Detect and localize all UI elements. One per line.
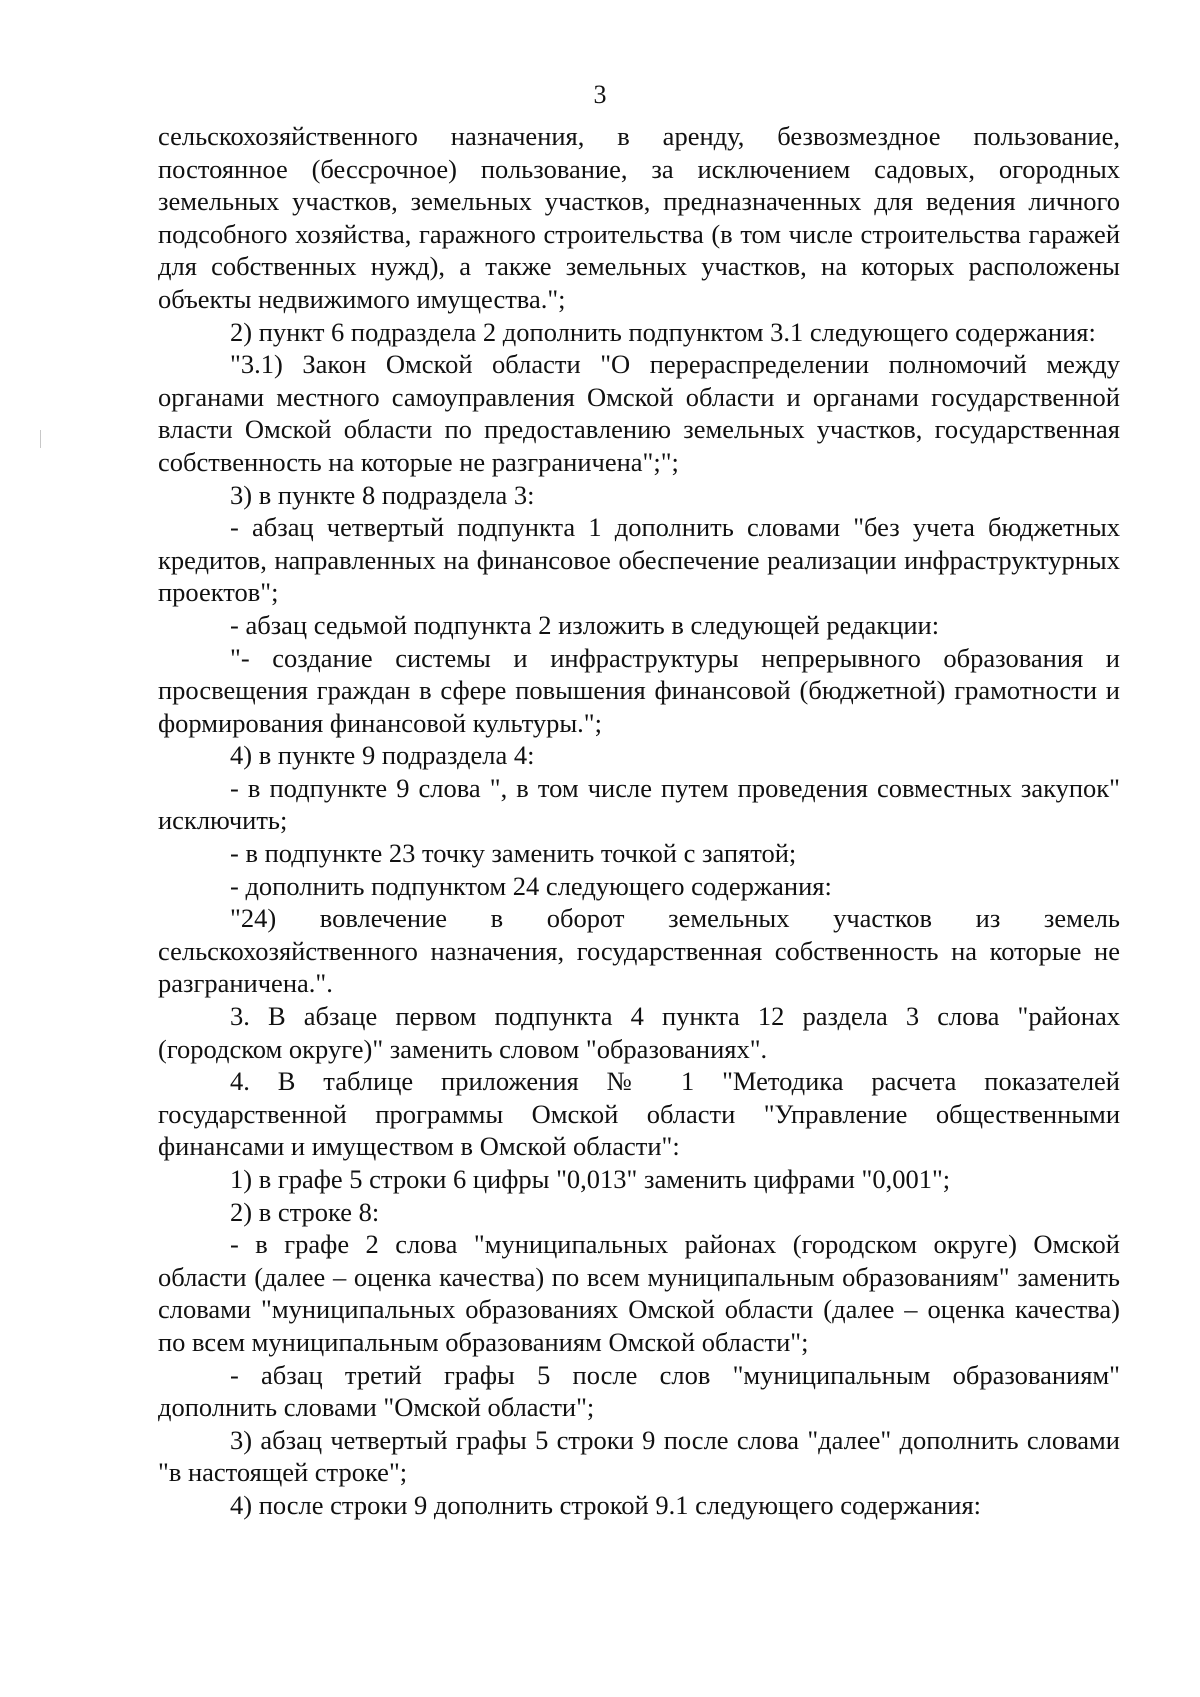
paragraph-dash-6: - в графе 2 слова "муниципальных районах (городском округе) Омской области (далее – оценка качества) по всем муниципальным образованиям" заменить словами "муниципальных образованиях Омской области (далее – оценка качества) по всем муниципальным образованиям Омской области"; — [158, 1229, 1120, 1357]
paragraph-sub-1: 1) в графе 5 строки 6 цифры "0,013" заменить цифрами "0,001"; — [230, 1164, 951, 1194]
document-body — [158, 120, 1120, 1522]
paragraph-section-4: 4. В таблице приложения № 1 "Методика расчета показателей государственной программы Омской области "Управление общественными финансами и имуществом в Омской области": — [158, 1066, 1120, 1162]
paragraph-quote-3-1: "3.1) Закон Омской области "О перераспределении полномочий между органами местного самоуправления Омской области и органами государственной власти Омской области по предоставлению земельных участков, государственная собственность на которые не разграничена";"; — [158, 349, 1120, 477]
scan-artifact — [40, 430, 41, 448]
paragraph-item-3: 3) в пункте 8 подраздела 3: — [230, 479, 535, 510]
paragraph-quote-24: "24) вовлечение в оборот земельных участков из земель сельскохозяйственного назначения, государственная собственность на которые не разграничена.". — [158, 903, 1120, 999]
paragraph-dash-7: - абзац третий графы 5 после слов "муниципальным образованиям" дополнить словами "Омской области"; — [158, 1359, 1120, 1423]
paragraph-dash-4: - в подпункте 23 точку заменить точкой с запятой; — [230, 838, 797, 869]
paragraph-dash-5: - дополнить подпунктом 24 следующего содержания: — [230, 870, 832, 901]
paragraph-dash-1: - абзац четвертый подпункта 1 дополнить словами "без учета бюджетных кредитов, направленных на финансовое обеспечение реализации инфраструктурных проектов"; — [158, 512, 1120, 608]
page-number: 3 — [593, 80, 607, 109]
paragraph-item-4: 4) в пункте 9 подраздела 4: — [230, 740, 535, 771]
paragraph-dash-3: - в подпункте 9 слова ", в том числе путем проведения совместных закупок" исключить; — [158, 772, 1120, 836]
paragraph-sub-4: 4) после строки 9 дополнить строкой 9.1 следующего содержания: — [230, 1489, 981, 1520]
paragraph-dash-2: - абзац седьмой подпункта 2 изложить в следующей редакции: — [230, 609, 940, 640]
paragraph-item-2: 2) пункт 6 подраздела 2 дополнить подпунктом 3.1 следующего содержания: — [230, 316, 1096, 347]
paragraph-sub-3: 3) абзац четвертый графы 5 строки 9 после слова "далее" дополнить словами "в настоящей строке"; — [158, 1424, 1120, 1488]
paragraph-section-3: 3. В абзаце первом подпункта 4 пункта 12 раздела 3 слова "районах (городском округе)" заменить словом "образованиях". — [158, 1001, 1120, 1064]
paragraph-continuation: сельскохозяйственного назначения, в аренду, безвозмездное пользование, постоянное (бессрочное) пользование, за исключением садовых, огородных земельных участков, земельных участков, предназначенных для ведения личного подсобного хозяйства, гаражного строительства (в том числе строительства гаражей для собственных нужд), а также земельных участков, на которых расположены объекты недвижимого имущества."; — [158, 121, 1120, 314]
paragraph-sub-2: 2) в строке 8: — [230, 1196, 380, 1227]
paragraph-quote-education: "- создание системы и инфраструктуры непрерывного образования и просвещения граждан в сфере повышения финансовой (бюджетной) грамотности и формирования финансовой культуры."; — [158, 642, 1120, 738]
